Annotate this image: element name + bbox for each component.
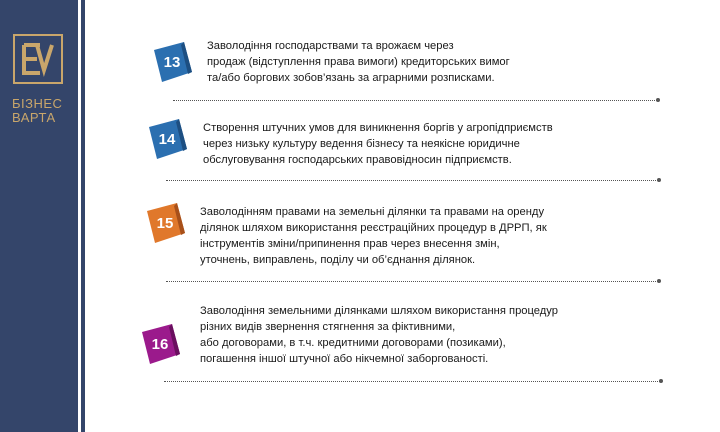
divider	[164, 381, 660, 382]
divider-end-dot	[657, 178, 661, 182]
divider	[166, 180, 658, 181]
number-badge-icon	[150, 40, 194, 84]
item-number: 16	[151, 336, 169, 353]
divider	[166, 281, 658, 282]
item-number: 14	[158, 131, 176, 148]
item-text: Заволодінням правами на земельні ділянки та правами на оренду ділянок шляхом використання реєстраційних процедур в ДРРП, як інструментів зміни/припинення прав через внесення змін, уточнень, виправлень, поділу чи об’єднання ділянок.	[200, 206, 547, 266]
item-number: 13	[163, 54, 181, 71]
item-text: Заволодіння господарствами та врожаєм через продаж (відступлення права вимоги) кредиторських вимог та/або боргових зобов’язань за аграрними розписками.	[207, 40, 510, 84]
divider	[173, 100, 657, 101]
bv-monogram-logo-icon	[13, 34, 63, 84]
brand-line-1: БІЗНЕС	[12, 96, 63, 111]
number-badge-icon	[138, 322, 182, 366]
item-text: Заволодіння земельними ділянками шляхом використання процедур різних видів звернення стягнення за фіктивними, або договорами, в т.ч. кредитними договорами (позиками), погашення іншої штучної або нікчемної заборгованості.	[200, 305, 558, 365]
number-badge-icon	[143, 201, 187, 245]
brand-line-2: ВАРТА	[12, 110, 56, 125]
divider-end-dot	[657, 279, 661, 283]
brand-name	[12, 97, 62, 125]
divider-end-dot	[659, 379, 663, 383]
item-number: 15	[156, 215, 174, 232]
sidebar-accent-line	[81, 0, 85, 432]
item-text: Створення штучних умов для виникнення боргів у агропідприємств через низьку культуру ведення бізнесу та неякісне юридичне обслуговування господарських правовідносин підприємств.	[203, 122, 553, 166]
divider-end-dot	[656, 98, 660, 102]
number-badge-icon	[145, 117, 189, 161]
